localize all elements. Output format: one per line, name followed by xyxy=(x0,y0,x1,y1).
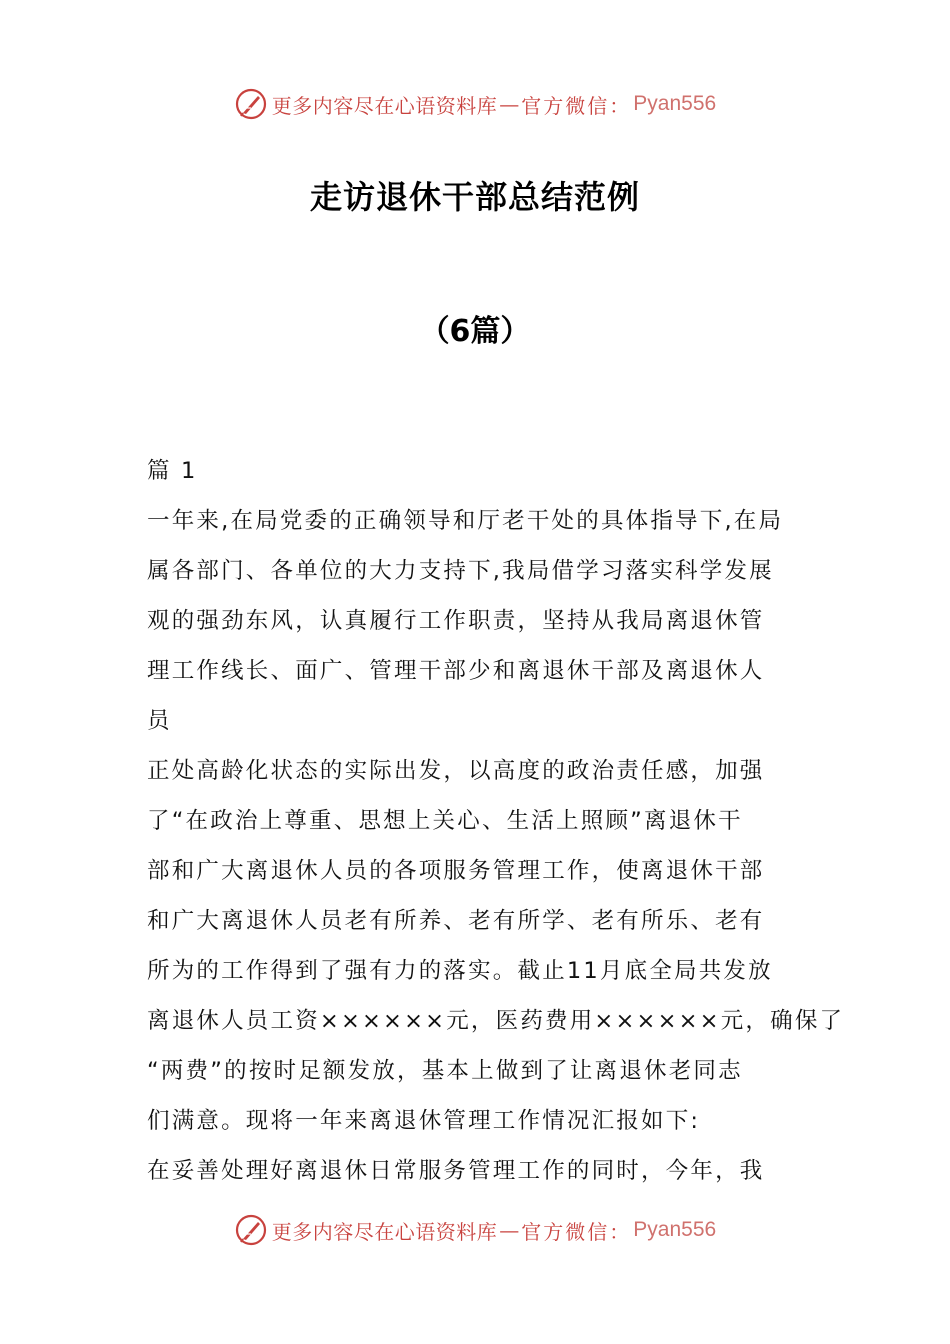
watermark-separator: — xyxy=(499,1218,520,1242)
body-line: 部和广大离退休人员的各项服务管理工作，使离退休干部 xyxy=(147,858,765,884)
body-line: 们满意。现将一年来离退休管理工作情况汇报如下: xyxy=(147,1108,701,1134)
watermark-text: 更多内容尽在心语资料库 xyxy=(271,93,498,118)
header-watermark xyxy=(0,82,950,126)
watermark-wechat-label: 官方微信： xyxy=(521,93,632,118)
body-line: 离退休人员工资××××××元，医药费用××××××元，确保了 xyxy=(147,1008,845,1034)
body-line: “两费”的按时足额发放，基本上做到了让离退休老同志 xyxy=(147,1058,743,1084)
footer-watermark xyxy=(0,1208,950,1252)
body-line: 属各部门、各单位的大力支持下,我局借学习落实科学发展 xyxy=(147,558,774,584)
body-line: 在妥善处理好离退休日常服务管理工作的同时，今年，我 xyxy=(147,1158,765,1184)
body-line: 了“在政治上尊重、思想上关心、生活上照顾”离退休干 xyxy=(147,808,743,834)
document-title: 走访退休干部总结范例 xyxy=(309,178,640,216)
quill-logo-icon xyxy=(234,87,268,121)
body-line: 正处高龄化状态的实际出发，以高度的政治责任感，加强 xyxy=(147,758,765,784)
body-line: 员 xyxy=(147,708,172,734)
watermark-wechat-label: 官方微信： xyxy=(521,1219,632,1244)
body-line: 所为的工作得到了强有力的落实。截止11月底全局共发放 xyxy=(147,958,773,984)
quill-logo-icon xyxy=(234,1213,268,1247)
body-line: 观的强劲东风，认真履行工作职责，坚持从我局离退休管 xyxy=(147,608,765,634)
body-line: 和广大离退休人员老有所养、老有所学、老有所乐、老有 xyxy=(147,908,765,934)
document-subtitle: （6篇） xyxy=(419,314,531,349)
watermark-wechat-id: Pyan556 xyxy=(633,92,717,115)
section-label: 篇 1 xyxy=(147,458,198,484)
watermark-wechat-id: Pyan556 xyxy=(633,1218,717,1241)
document-body xyxy=(147,446,845,1196)
watermark-text: 更多内容尽在心语资料库 xyxy=(271,1219,498,1244)
watermark-separator: — xyxy=(499,92,520,116)
body-line: 理工作线长、面广、管理干部少和离退休干部及离退休人 xyxy=(147,658,765,684)
body-line: 一年来,在局党委的正确领导和厅老干处的具体指导下,在局 xyxy=(147,508,784,534)
